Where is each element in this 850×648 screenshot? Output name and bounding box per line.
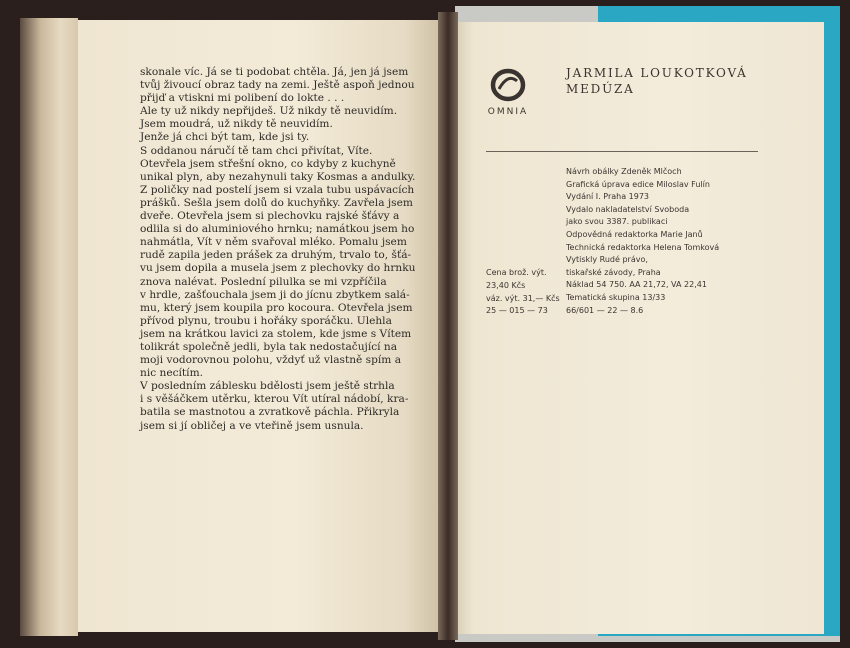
imprint-line: Technická redaktorka Helena Tomková [566, 242, 720, 252]
left-page-text [140, 66, 420, 433]
imprint-line: 66/601 — 22 — 8.6 [566, 305, 644, 315]
text-line: přívod plynu, troubu i hořáky sporáčku. Ulehla [140, 314, 392, 327]
page-block-edge [20, 18, 78, 636]
price-line: 25 — 015 — 73 [486, 306, 548, 316]
text-line: prášků. Sešla jsem dolů do kuchyňky. Zavřela jsem [140, 196, 413, 209]
text-line: skonale víc. Já se ti podobat chtěla. Já, jen já jsem [140, 66, 409, 78]
text-line: Ale ty už nikdy nepřijdeš. Už nikdy tě neuvidím. [140, 105, 398, 118]
text-line: přijď a vtiskni mi polibení do lokte . . . [140, 92, 345, 105]
text-line: jsem si jí obličej a ve vteřině jsem usnula. [140, 419, 364, 432]
text-line: vu jsem dopila a musela jsem z plechovky do hrnku [140, 262, 416, 275]
imprint-line: Grafická úprava edice Miloslav Fulín [566, 179, 710, 189]
text-line: tolikrát společně jedli, byla tak nedostačující na [140, 340, 398, 353]
imprint-line: Náklad 54 750. AA 21,72, VA 22,41 [566, 280, 707, 290]
imprint-line: Vytiskly Rudé právo, [566, 255, 648, 265]
imprint-line: Odpovědná redaktorka Marie Janů [566, 229, 703, 239]
text-line: tvůj živoucí obraz tady na zemi. Ještě aspoň jednou [140, 79, 415, 92]
imprint-line: Tematická skupina 13/33 [566, 292, 666, 302]
text-line: Otevřela jsem střešní okno, co kdyby z kuchyně [140, 157, 396, 170]
imprint-line: Vydalo nakladatelství Svoboda [566, 204, 690, 214]
book-gutter [438, 12, 458, 640]
omnia-logo-icon [489, 67, 527, 103]
text-line: mu, který jsem koupila pro kocoura. Otevřela jsem [140, 301, 413, 314]
imprint-line: tiskařské závody, Praha [566, 267, 661, 277]
text-line: jsem na krátkou lavici za stolem, kde jsme s Vítem [140, 327, 412, 340]
imprint-block [566, 166, 719, 317]
text-line: unikal plyn, aby nezahynuli taky Kosmas a andulky. [140, 170, 416, 183]
price-line: váz. výt. 31,— Kčs [486, 293, 560, 303]
text-line: S oddanou náručí tě tam chci přivítat, Víte. [140, 144, 373, 157]
text-line: v hrdle, zašťouchala jsem ji do jícnu zbytkem salá- [140, 288, 410, 301]
text-line: nahmátla, Vít v něm svařoval mléko. Pomalu jsem [140, 236, 407, 249]
text-line: moji vodorovnou polohu, vždyť už vlastně spím a [140, 354, 402, 367]
divider-rule [486, 151, 758, 152]
text-line: batila se mastnotou a zvratkově páchla. Přikryla [140, 406, 400, 419]
text-line: dveře. Otevřela jsem si plechovku rajské šťávy a [140, 210, 400, 223]
text-line: i s věšáčkem utěrku, kterou Vít utíral nádobí, kra- [140, 393, 409, 406]
text-line: nic necítím. [140, 367, 203, 380]
text-line: rudě zapila jeden prášek za druhým, trvalo to, šťá- [140, 249, 412, 262]
imprint-line: Vydání I. Praha 1973 [566, 192, 650, 202]
publisher-logo [486, 67, 530, 117]
text-line: odlila si do aluminiového hrnku; namátkou jsem ho [140, 223, 415, 236]
text-line: Jsem moudrá, už nikdy tě neuvidím. [140, 118, 333, 131]
text-line: Jenže já chci být tam, kde jsi ty. [140, 131, 310, 144]
imprint-line: jako svou 3387. publikaci [566, 217, 668, 227]
text-line: V posledním záblesku bdělosti jsem ještě strhla [140, 380, 395, 393]
price-line: 23,40 Kčs [486, 280, 526, 290]
price-block [486, 267, 560, 318]
author-name: JARMILA LOUKOTKOVÁ [566, 66, 748, 80]
text-line: znova nalévat. Poslední pilulka se mi vzpříčila [140, 275, 387, 288]
price-line: Cena brož. výt. [486, 268, 547, 277]
book-title: MEDÚZA [566, 82, 635, 96]
imprint-line: Návrh obálky Zdeněk Mlčoch [566, 167, 682, 176]
publisher-name: OMNIA [487, 107, 529, 117]
text-line: Z poličky nad postelí jsem si vzala tubu uspávacích [140, 183, 415, 196]
